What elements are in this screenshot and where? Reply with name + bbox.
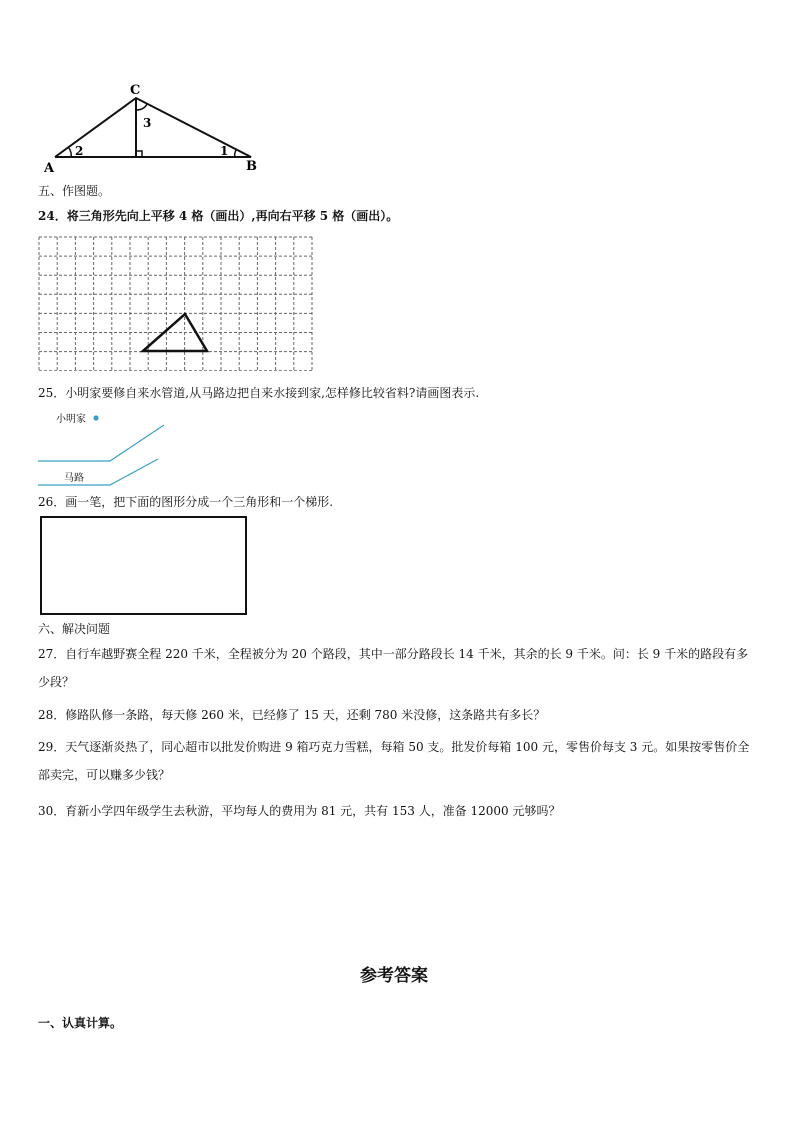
question-24: 24．将三角形先向上平移 4 格（画出）,再向右平移 5 格（画出）。 <box>38 209 399 223</box>
angle-arc-a <box>69 148 71 157</box>
question-27: 27．自行车越野赛全程 220 千米，全程被分为 20 个路段，其中一部分路段长 14 千米，其余的长 9 千米。问：长 9 千米的路段有多少段？ <box>38 647 749 689</box>
answers-section-one: 一、认真计算。 <box>38 1016 123 1030</box>
triangle-abc-figure <box>40 82 270 174</box>
question-29: 29．天气逐渐炎热了，同心超市以批发价购进 9 箱巧克力雪糕，每箱 50 支。批发价每箱 100 元，零售价每支 3 元。如果按零售价全部卖完，可以赚多少钱？ <box>38 740 750 782</box>
angle-label-3: 3 <box>143 116 152 130</box>
vertex-label-b: B <box>246 159 257 174</box>
angle-arc-c <box>136 104 147 110</box>
rectangle-to-divide <box>40 516 247 615</box>
answers-title: 参考答案 <box>360 966 428 986</box>
road-upper-edge <box>38 425 164 461</box>
vertex-label-a: A <box>44 161 55 174</box>
home-dot-icon <box>93 415 98 420</box>
section-five-heading: 五、作图题。 <box>38 184 111 198</box>
road-lower-edge <box>38 459 158 485</box>
angle-label-1: 1 <box>220 144 229 158</box>
question-30: 30．育新小学四年级学生去秋游，平均每人的费用为 81 元，共有 153 人，准备 12000 元够吗？ <box>38 804 561 818</box>
home-label: 小明家 <box>56 414 86 425</box>
section-six-heading: 六、解决问题 <box>38 622 111 636</box>
road-home-figure <box>36 405 176 487</box>
vertex-label-c: C <box>130 83 141 98</box>
angle-arc-b <box>235 150 236 157</box>
question-26: 26．画一笔，把下面的图形分成一个三角形和一个梯形. <box>38 495 334 509</box>
question-28: 28．修路队修一条路，每天修 260 米，已经修了 15 天，还剩 780 米没修，这条路共有多长？ <box>38 708 546 722</box>
question-25: 25．小明家要修自来水管道,从马路边把自来水接到家,怎样修比较省料?请画图表示. <box>38 386 480 400</box>
angle-label-2: 2 <box>75 144 84 158</box>
translation-grid <box>37 235 313 371</box>
road-label: 马路 <box>64 473 84 484</box>
